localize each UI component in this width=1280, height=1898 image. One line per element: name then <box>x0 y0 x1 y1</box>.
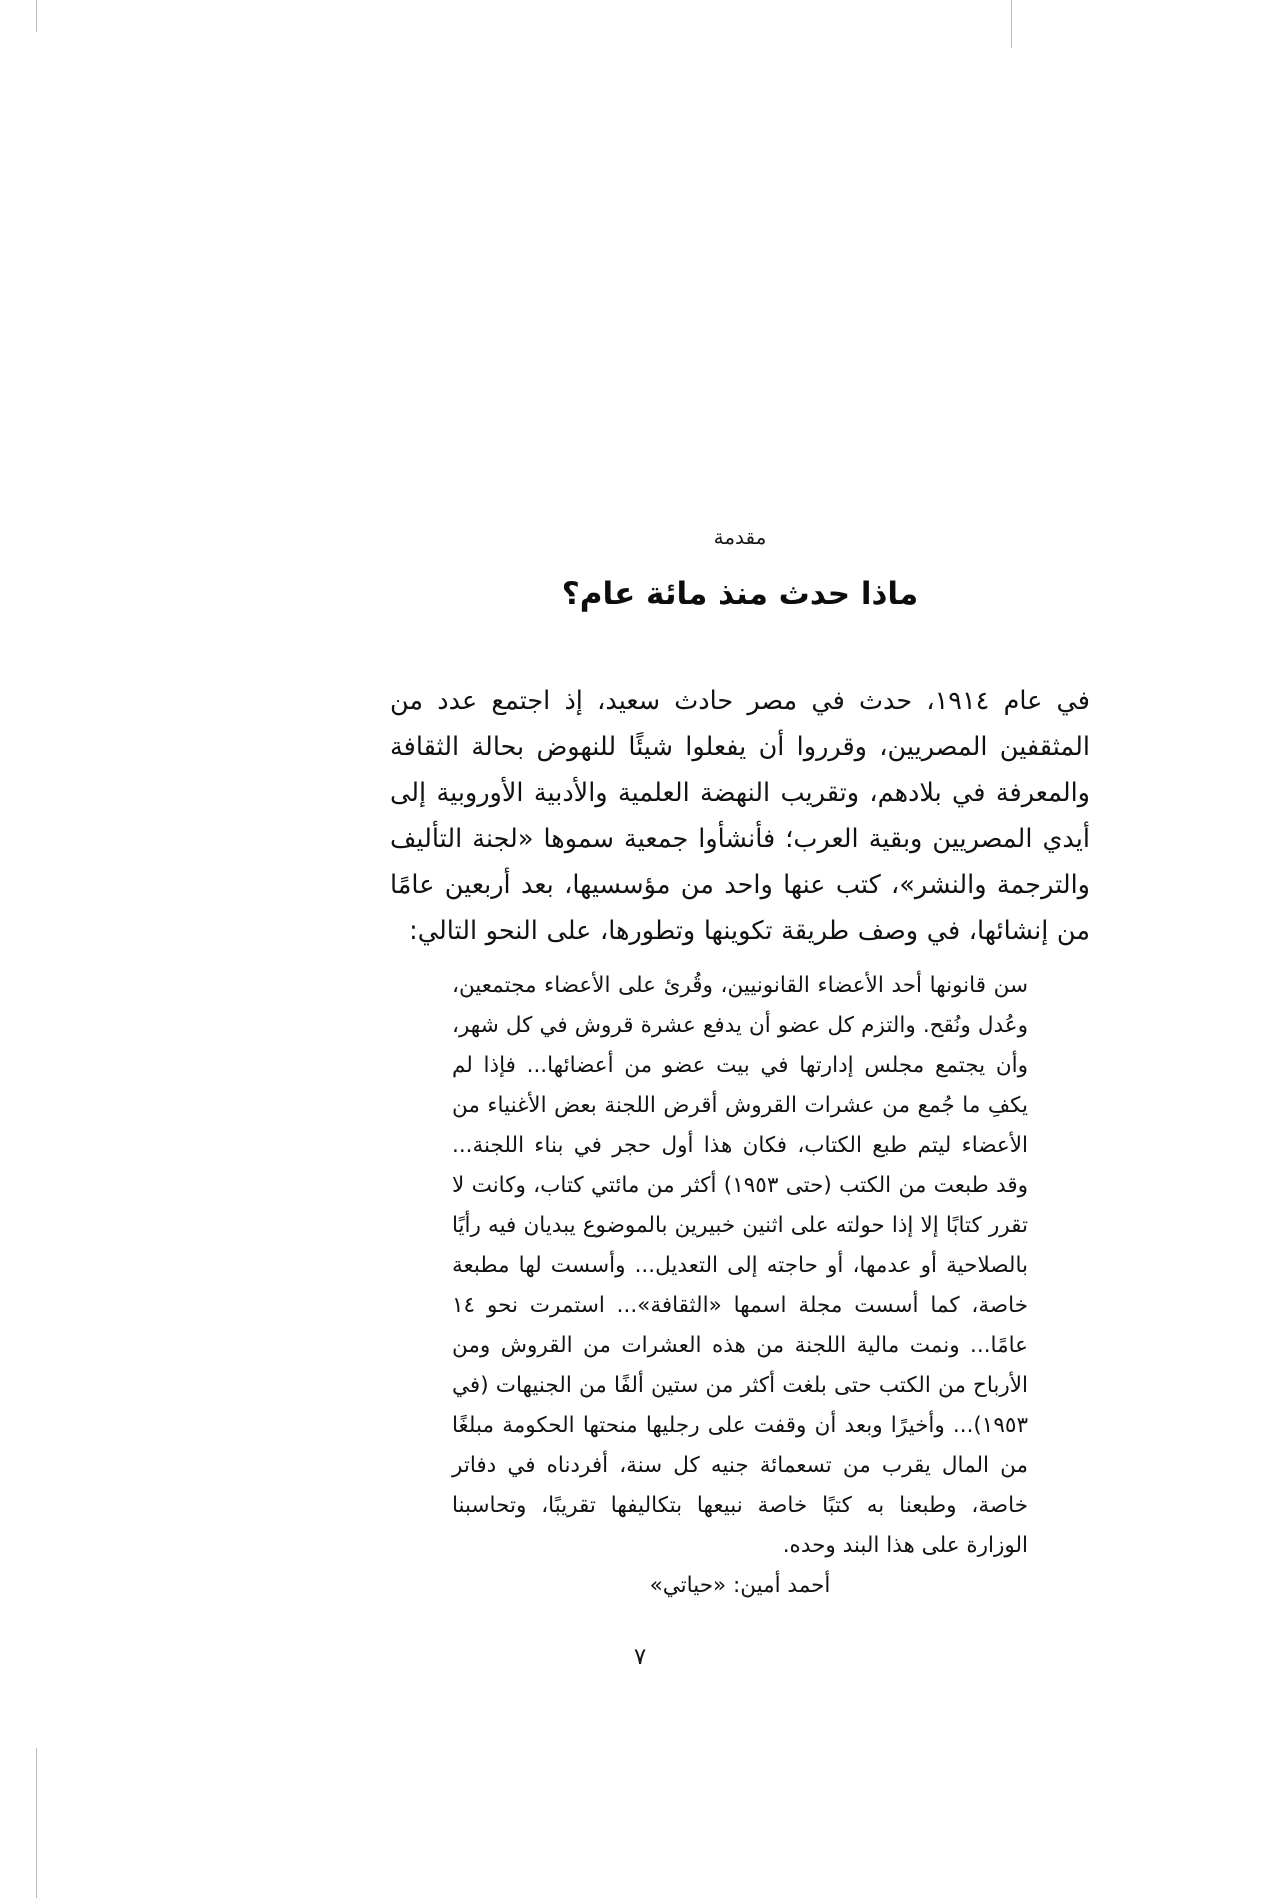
crop-mark-left-top <box>36 0 37 32</box>
page-number: ٧ <box>633 1644 647 1670</box>
quotation-attribution: أحمد أمين: «حياتي» <box>649 1573 831 1599</box>
page-content <box>390 0 1090 1606</box>
quotation-block: سن قانونها أحد الأعضاء القانونيين، وقُرئ على الأعضاء مجتمعين، وعُدل ونُقح. والتزم كل عضو أن يدفع عشرة قروش في كل شهر، وأن يجتمع مجلس إدارتها في بيت عضو من أعضائها... فإذا لم يكفِ ما جُمع من عشرات القروش أقرض اللجنة بعض الأغنياء من الأعضاء ليتم طبع الكتاب، فكان هذا أول حجر في بناء اللجنة... وقد طبعت من الكتب (حتى ١٩٥٣) أكثر من مائتي كتاب، وكانت لا تقرر كتابًا إلا إذا حولته على اثنين خبيرين بالموضوع يبديان فيه رأيًا بالصلاحية أو عدمها، أو حاجته إلى التعديل... وأسست لها مطبعة خاصة، كما أسست مجلة اسمها «الثقافة»... استمرت نحو ١٤ عامًا... ونمت مالية اللجنة من هذه العشرات من القروش ومن الأرباح من الكتب حتى بلغت أكثر من ستين ألفًا من الجنيهات (في ١٩٥٣)... وأخيرًا وبعد أن وقفت على رجليها منحتها الحكومة مبلغًا من المال يقرب من تسعمائة جنيه كل سنة، أفردناه في دفاتر خاصة، وطبعنا به كتبًا خاصة نبيعها بتكاليفها تقريبًا، وتحاسبنا الوزارة على هذا البند وحده. <box>452 973 1029 1559</box>
crop-mark-left-bottom <box>36 1748 37 1898</box>
page-title: ماذا حدث منذ مائة عام؟ <box>561 576 919 612</box>
intro-paragraph: في عام ١٩١٤، حدث في مصر حادث سعيد، إذ اجتمع عدد من المثقفين المصريين، وقرروا أن يفعلوا شيئًا للنهوض بحالة الثقافة والمعرفة في بلادهم، وتقريب النهضة العلمية والأدبية الأوروبية إلى أيدي المصريين وبقية العرب؛ فأنشأوا جمعية سموها «لجنة التأليف والترجمة والنشر»، كتب عنها واحد من مؤسسيها، بعد أربعين عامًا من إنشائها، في وصف طريقة تكوينها وتطورها، على النحو التالي: <box>390 686 1090 947</box>
section-kicker: مقدمة <box>713 525 767 549</box>
